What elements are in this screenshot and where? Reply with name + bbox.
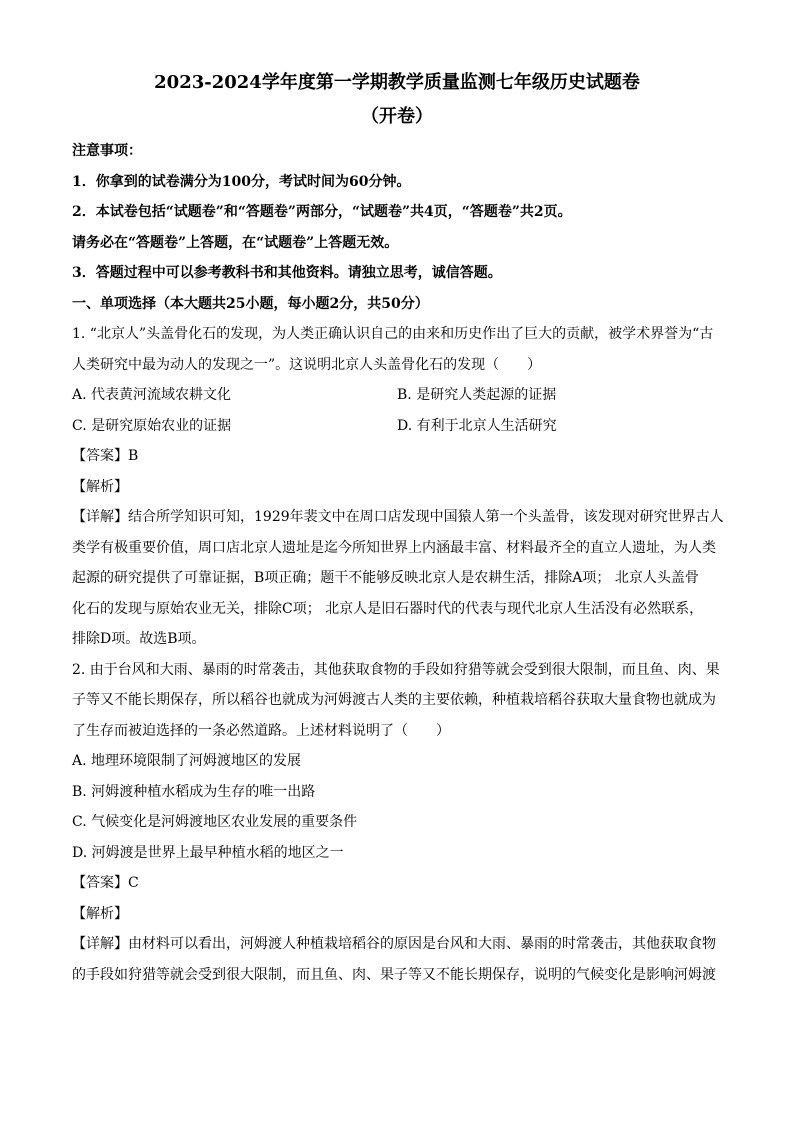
detail-line: 的手段如狩猎等就会受到很大限制，而且鱼、肉、果子等又不能长期保存，说明的气候变化是影响河姆渡 [72,966,716,983]
section-heading: 一、单项选择（本大题共25小题，每小题2分，共50分） [72,295,429,312]
page-subtitle: （开卷） [361,106,433,127]
question-stem-line: 了生存而被迫选择的一条必然道路。上述材料说明了（ ） [72,722,450,739]
page-title: 2023-2024学年度第一学期教学质量监测七年级历史试题卷 [154,72,640,93]
option-d: D. 河姆渡是世界上最早种植水稻的地区之一 [72,844,344,861]
question-1 [72,319,722,655]
detail-line: 类学有极重要价值，周口店北京人遗址是迄今所知世界上内涵最丰富、材料最齐全的直立人遗址，为人类 [72,539,716,556]
detail-line: 排除D项。故选B项。 [72,631,206,647]
option-c: C. 气候变化是河姆渡地区农业发展的重要条件 [72,814,358,830]
detail-line: 化石的发现与原始农业无关，排除C项； 北京人是旧石器时代的代表与现代北京人生活没有必然联系， [72,600,704,617]
notice-heading: 注意事项： [72,143,142,159]
option-b: B. 是研究人类起源的证据 [397,387,557,403]
question-stem-line: 子等又不能长期保存，所以稻谷也就成为河姆渡古人类的主要依赖，种植栽培稻谷获取大量食物也就成为 [72,692,716,708]
options-row [72,411,722,442]
notice-item: 2．本试卷包括“试题卷”和“答题卷”两部分，“试题卷”共4页，“答题卷”共2页。 [72,204,572,220]
option-a: A. 地理环境限制了河姆渡地区的发展 [72,753,302,769]
options-row [72,380,722,411]
detail-line: 【详解】由材料可以看出，河姆渡人种植栽培稻谷的原因是台风和大雨、暴雨的时常袭击，其他获取食物 [72,936,716,952]
option-c: C. 是研究原始农业的证据 [72,417,232,434]
notice-item: 请务必在“答题卷”上答题，在“试题卷”上答题无效。 [72,234,399,251]
notice-section [72,136,722,289]
answer-label: 【答案】C [72,875,139,891]
option-b: B. 河姆渡种植水稻成为生存的唯一出路 [72,783,316,800]
notice-item: 1．你拿到的试卷满分为100分，考试时间为60分钟。 [72,173,411,190]
question-stem-line: 2. 由于台风和大雨、暴雨的时常袭击，其他获取食物的手段如狩猎等就会受到很大限制，而且鱼、肉、果 [72,661,720,678]
notice-item: 3．答题过程中可以参考教科书和其他资料。请独立思考，诚信答题。 [72,265,502,281]
question-stem-line: 人类研究中最为动人的发现之一”。这说明北京人头盖骨化石的发现（ ） [72,356,542,373]
question-2 [72,655,722,991]
answer-label: 【答案】B [72,448,139,464]
detail-line: 【详解】结合所学知识可知，1929年裴文中在周口店发现中国猿人第一个头盖骨，该发现对研究世界古人 [72,509,724,525]
analysis-label: 【解析】 [72,905,128,922]
question-stem-line: 1. “北京人”头盖骨化石的发现，为人类正确认识自己的由来和历史作出了巨大的贡献，被学术界誉为“古 [72,326,714,342]
option-d: D. 有利于北京人生活研究 [397,417,557,434]
option-a: A. 代表黄河流域农耕文化 [72,387,232,403]
detail-line: 起源的研究提供了可靠证据，B项正确；题干不能够反映北京人是农耕生活，排除A项； 北京人头盖骨 [72,570,699,586]
exam-page [72,66,722,990]
analysis-label: 【解析】 [72,478,128,495]
